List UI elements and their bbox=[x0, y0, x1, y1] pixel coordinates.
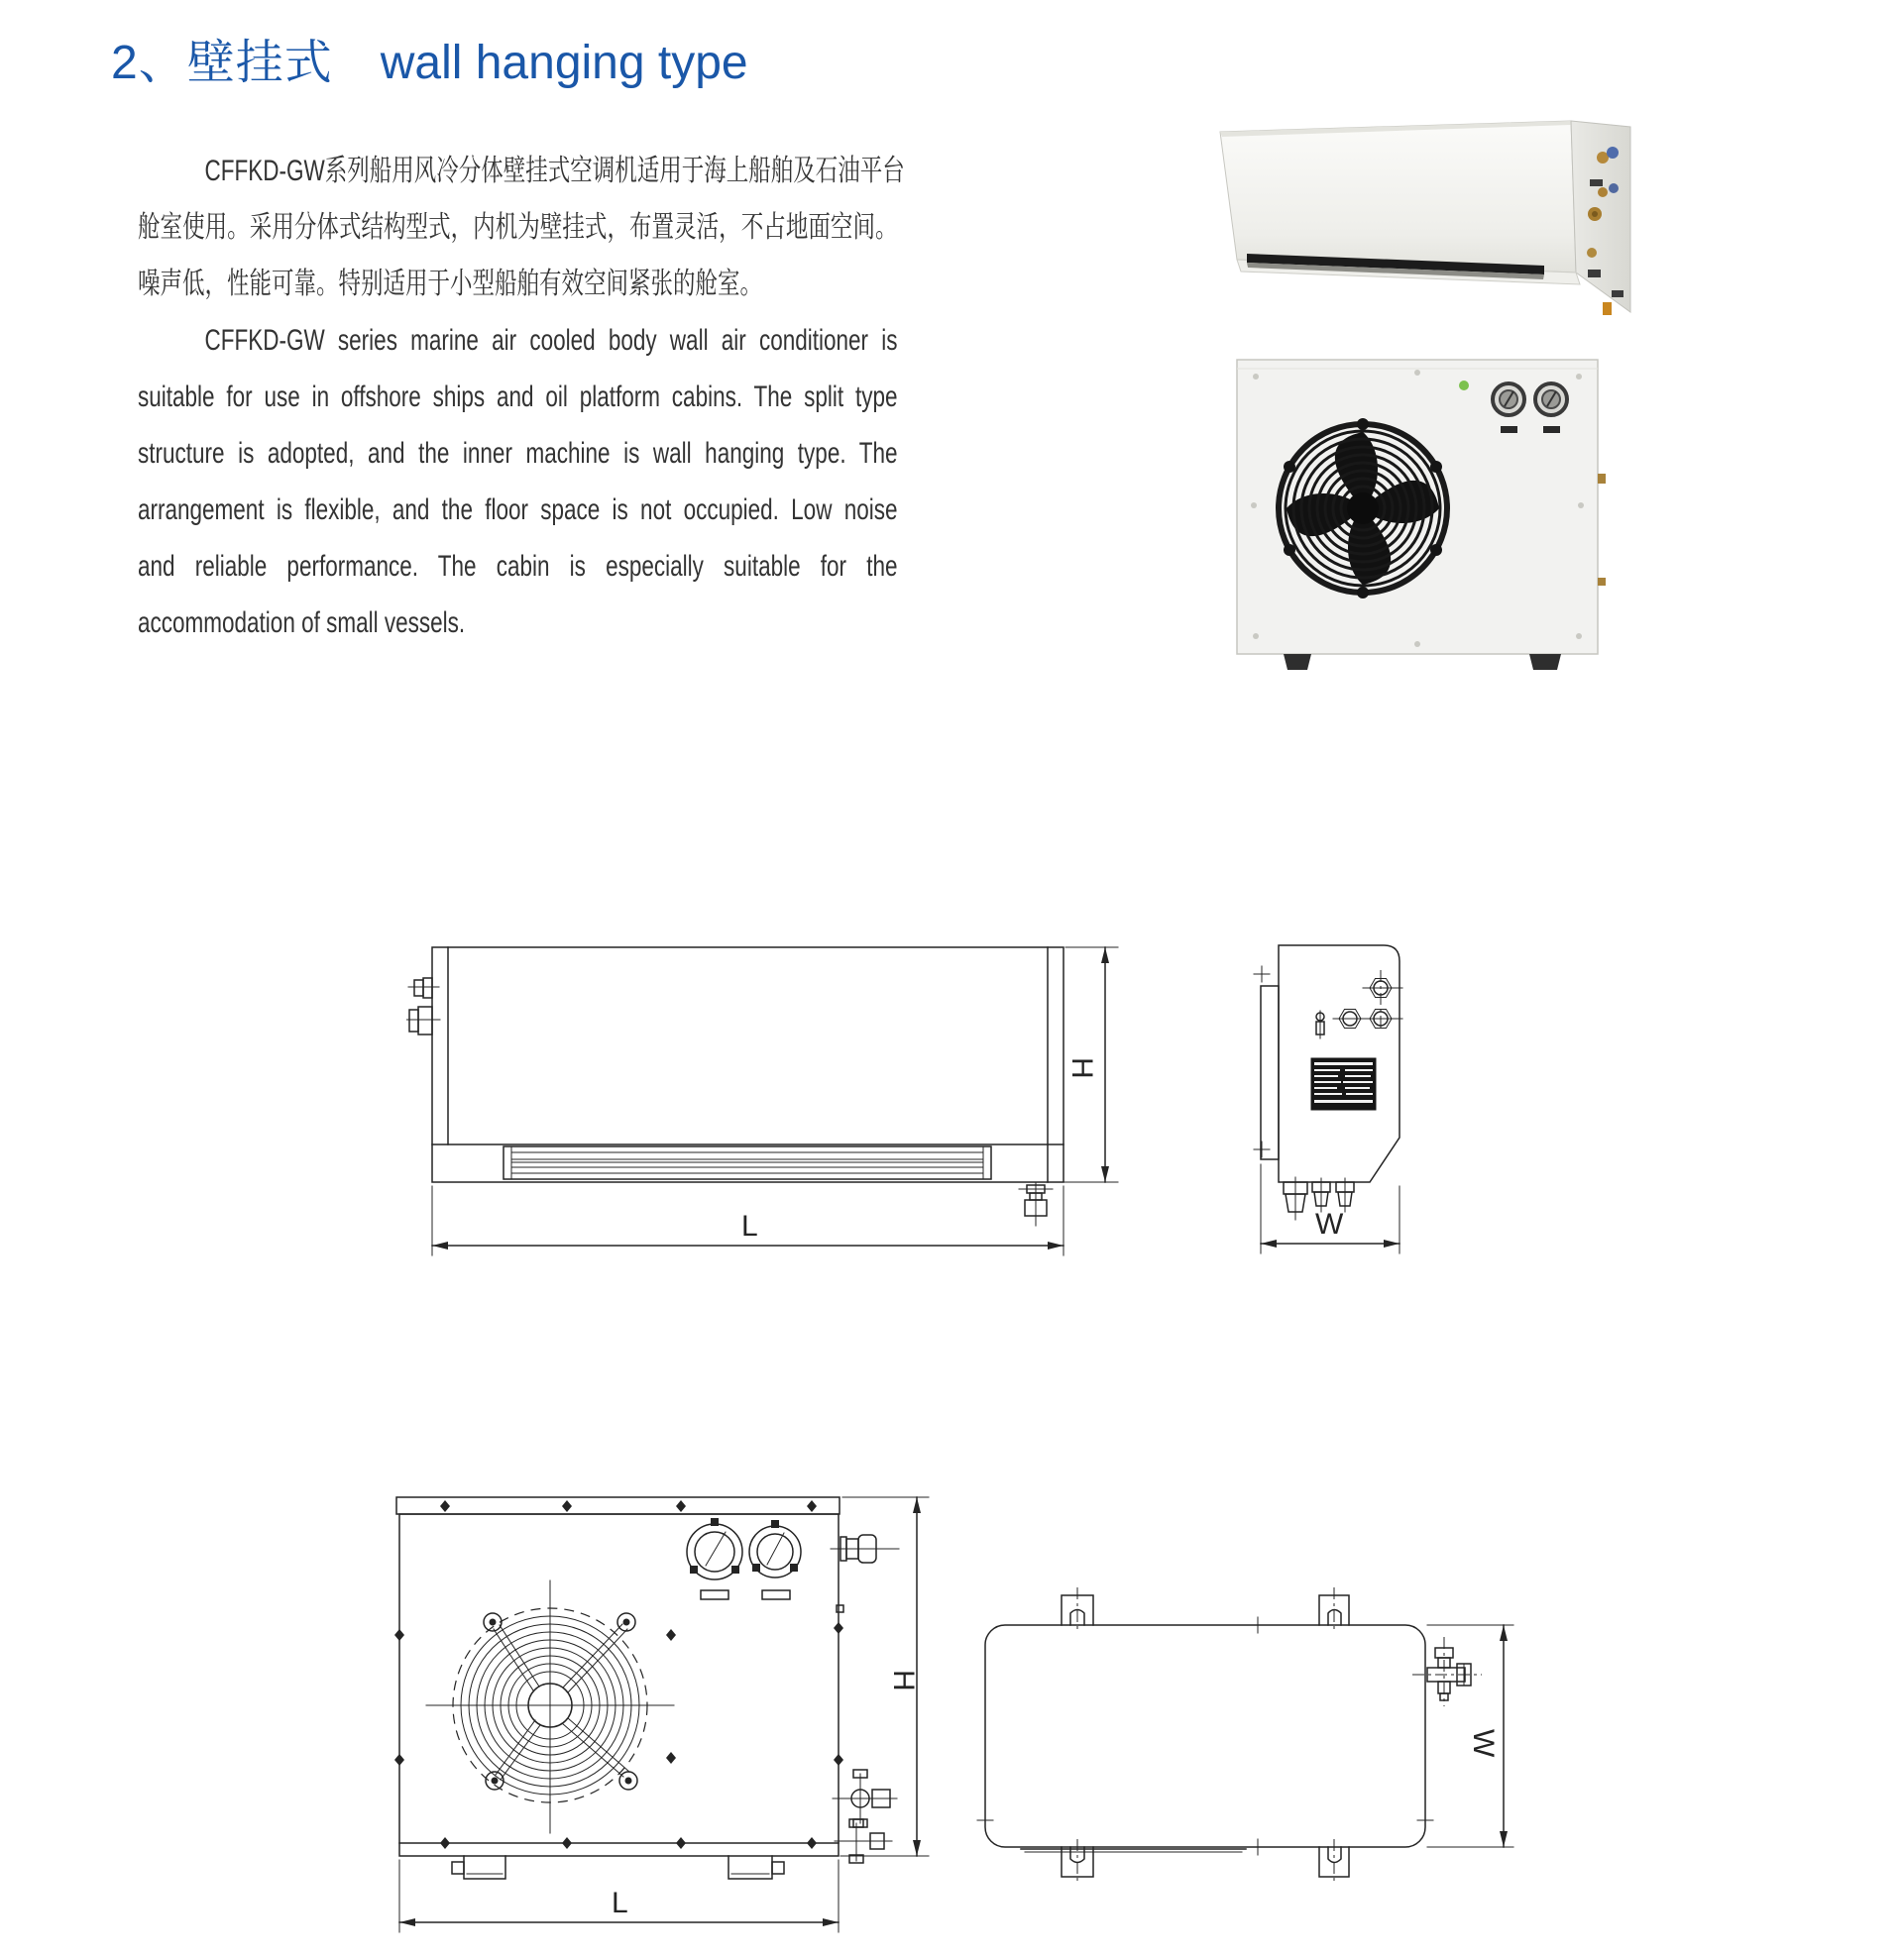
en-line: structure is adopted, and the inner machine is wall hanging type. The bbox=[138, 437, 898, 470]
dimension-L bbox=[432, 1186, 1063, 1255]
pipe-connections bbox=[1316, 970, 1402, 1038]
dim-label-L: L bbox=[741, 1210, 758, 1243]
service-valve bbox=[1412, 1637, 1482, 1706]
lifting-brackets bbox=[1062, 1587, 1349, 1885]
indoor-unit-photo bbox=[1217, 114, 1645, 327]
intro-paragraph-en bbox=[138, 312, 898, 651]
drawing-outdoor-front-view bbox=[392, 1486, 932, 1947]
dim-label-H: H bbox=[887, 1670, 920, 1691]
air-outlet-louver bbox=[504, 1146, 991, 1179]
zh-line: 舱室使用。采用分体式结构型式，内机为壁挂式，布置灵活，不占地面空间。 bbox=[138, 211, 898, 244]
page-title bbox=[111, 24, 748, 92]
drain-fitting bbox=[1019, 1182, 1053, 1226]
en-line: suitable for use in offshore ships and oil platform cabins. The split type bbox=[138, 381, 898, 413]
dim-label-W: W bbox=[1467, 1729, 1500, 1758]
side-valves bbox=[831, 1535, 899, 1863]
power-led bbox=[1459, 381, 1469, 390]
dim-label-L: L bbox=[612, 1887, 628, 1919]
intro-paragraph-zh bbox=[138, 143, 905, 312]
en-line: accommodation of small vessels. bbox=[138, 606, 466, 639]
dim-label-W: W bbox=[1315, 1208, 1344, 1241]
en-line: and reliable performance. The cabin is especially suitable for the bbox=[138, 550, 898, 583]
drawing-indoor-front-view bbox=[406, 936, 1120, 1268]
nameplate bbox=[1311, 1058, 1376, 1110]
en-line: arrangement is flexible, and the floor space is not occupied. Low noise bbox=[138, 493, 898, 526]
drawing-indoor-side-view bbox=[1244, 936, 1462, 1268]
wall-mount-bracket bbox=[1261, 986, 1279, 1159]
zh-line: CFFKD-GW系列船用风冷分体壁挂式空调机适用于海上船舶及石油平台 bbox=[204, 155, 905, 187]
page-title-en: wall hanging type bbox=[380, 37, 748, 89]
fan-guard bbox=[426, 1580, 674, 1833]
gauge-drawings bbox=[687, 1518, 801, 1599]
dimension-H bbox=[1051, 947, 1118, 1182]
condenser-fan bbox=[1279, 418, 1447, 599]
dimension-H bbox=[840, 1497, 929, 1856]
dim-label-H: H bbox=[1065, 1057, 1098, 1079]
page-title-zh: 2、壁挂式 bbox=[111, 37, 333, 89]
drawing-outdoor-top-view bbox=[976, 1576, 1516, 1898]
mounting-feet bbox=[452, 1856, 784, 1879]
zh-line: 噪声低，性能可靠。特别适用于小型船舶有效空间紧张的舱室。 bbox=[138, 268, 762, 300]
center-marks bbox=[977, 1617, 1433, 1855]
en-line: CFFKD-GW series marine air cooled body wall air conditioner is bbox=[204, 324, 898, 357]
outdoor-unit-photo bbox=[1234, 355, 1611, 682]
panel-screws bbox=[394, 1500, 843, 1849]
dimension-W bbox=[1261, 1164, 1399, 1253]
cable-glands bbox=[406, 978, 440, 1034]
unit-feet bbox=[1284, 654, 1561, 670]
